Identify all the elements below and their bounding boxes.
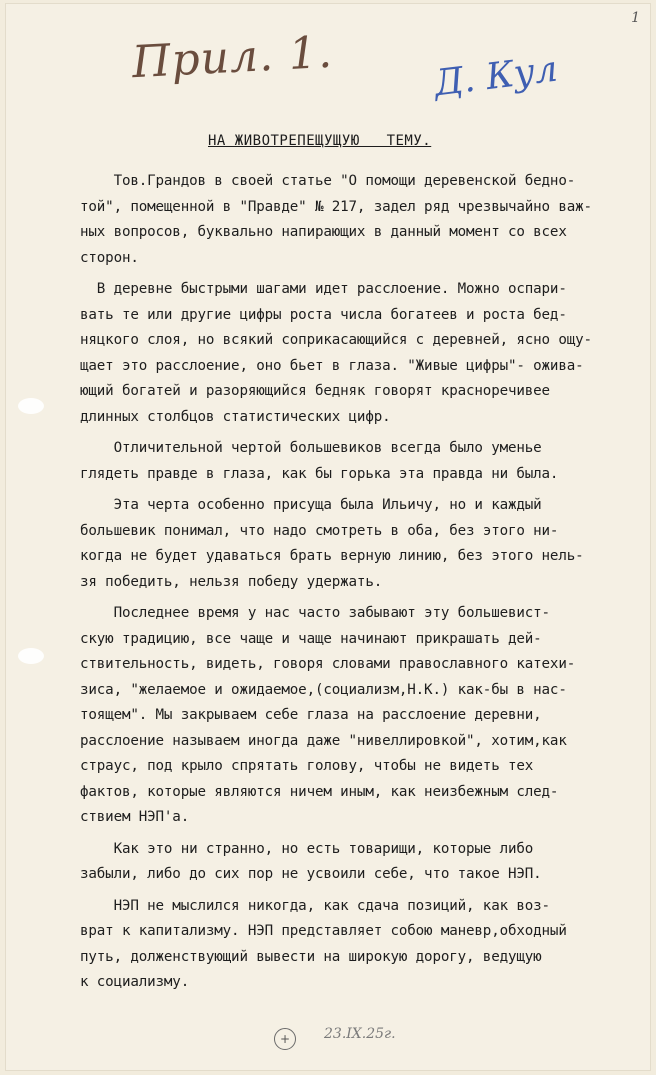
page-number: 1: [631, 10, 640, 26]
archive-mark: +: [274, 1028, 296, 1050]
handwritten-annotation-appendix: Прил. 1.: [130, 26, 335, 89]
paragraph-5: Последнее время у нас часто забывают эту большевист- скую традицию, все чаще и чаще начинают прикрашать дей- ствительность, видеть, говоря словами православного катехи- зиса, "желаемое и ожидаемое,(социализм,Н.К.) как-бы в нас- тоящем". Мы закрываем себе глаза на расслоение деревни, расслоение называем иногда даже "нивеллировкой", хотим,как страус, под крыло спрятать голову, чтобы не видеть тех фактов, которые являются ничем иным, как неизбежным след- ствием НЭП'а.: [80, 605, 576, 825]
document-body: [80, 169, 600, 996]
paragraph-6: Как это ни странно, но есть товарищи, которые либо забыли, либо до сих пор не усвоили себе, что такое НЭП.: [80, 840, 542, 882]
paragraph-3: Отличительной чертой большевиков всегда было уменье глядеть правде в глаза, как бы горька эта правда ни была.: [80, 440, 559, 482]
handwritten-annotation-signature: Д. Кул: [431, 48, 560, 105]
paragraph-4: Эта черта особенно присуща была Ильичу, но и каждый большевик понимал, что надо смотреть в оба, без этого ни- когда не будет удаваться брать верную линию, без этого нель- зя победить, нельзя победу удержать.: [80, 497, 584, 590]
document-page: [6, 4, 650, 1070]
paragraph-1: Тов.Грандов в своей статье "О помощи деревенской бедно- той", помещенной в "Правде" № 217, задел ряд чрезвычайно важ- ных вопросов, буквально напирающих в данный момент со всех сторон.: [80, 173, 592, 266]
paragraph-2: В деревне быстрыми шагами идет расслоение. Можно оспари- вать те или другие цифры роста числа богатеев и роста бед- няцкого слоя, но всякий соприкасающийся с деревней, ясно ощу- щает это расслоение, оно бьет в глаза. "Живые цифры"- ожива- ющий богатей и разоряющийся бедняк говорят красноречивее длинных столбцов статистических цифр.: [80, 281, 592, 425]
paragraph-7: НЭП не мыслился никогда, как сдача позиций, как воз- врат к капитализму. НЭП представляет собою маневр,обходный путь, долженствующий вывести на широкую дорогу, ведущую к социализму.: [80, 897, 567, 990]
archive-date: 23.IX.25г.: [324, 1026, 396, 1042]
punch-hole: [18, 398, 44, 414]
document-title: НА ЖИВОТРЕПЕЩУЩУЮ ТЕМУ.: [208, 133, 432, 149]
punch-hole: [18, 648, 44, 664]
